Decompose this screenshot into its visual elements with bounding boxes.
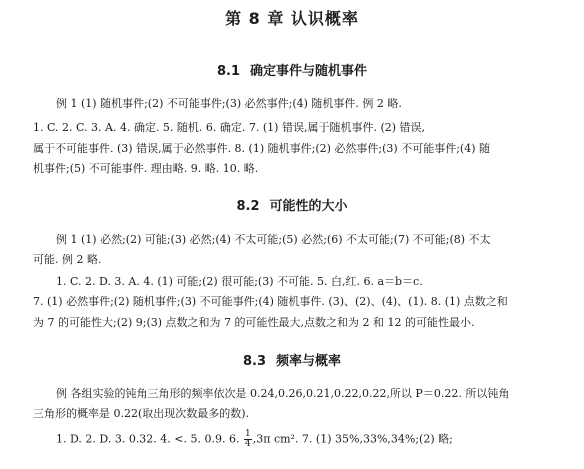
text-line-with-fraction: [56, 430, 453, 449]
text-line: 1. C. 2. D. 3. A. 4. (1) 可能;(2) 很可能;(3) 不可能. 5. 白,红. 6. a＝b＝c.: [56, 275, 423, 288]
fraction: [244, 430, 252, 449]
fraction-denominator: 4: [244, 439, 251, 449]
text-line: 为 7 的可能性大;(2) 9;(3) 点数之和为 7 的可能性最大,点数之和为 2 和 12 的可能性最小.: [33, 316, 475, 329]
section-number: 8.2: [236, 199, 260, 214]
text-line: 机事件;(5) 不可能事件. 理由略. 9. 略. 10. 略.: [33, 162, 259, 175]
text-line: 例 各组实验的钝角三角形的频率依次是 0.24,0.26,0.21,0.22,0.22,所以 P＝0.22. 所以钝角: [56, 387, 510, 400]
text-line: 属于不可能事件. (3) 错误,属于必然事件. 8. (1) 随机事件;(2) 必然事件;(3) 不可能事件;(4) 随: [33, 142, 490, 155]
text-line: 7. (1) 必然事件;(2) 随机事件;(3) 不可能事件;(4) 随机事件. (3)、(2)、(4)、(1). 8. (1) 点数之和: [33, 295, 508, 308]
section-number: 8.1: [216, 64, 240, 79]
section-heading-8-1: [0, 60, 584, 79]
section-title: 确定事件与随机事件: [250, 64, 368, 79]
section-title: 可能性的大小: [269, 199, 348, 214]
text-line: 1. C. 2. C. 3. A. 4. 确定. 5. 随机. 6. 确定. 7. (1) 错误,属于随机事件. (2) 错误,: [33, 121, 426, 134]
section-number: 8.3: [242, 354, 266, 369]
section-title: 频率与概率: [276, 354, 342, 369]
section-heading-8-3: [0, 350, 584, 369]
text-line: 例 1 (1) 必然;(2) 可能;(3) 必然;(4) 不太可能;(5) 必然;(6) 不太可能;(7) 不可能;(8) 不太: [56, 233, 491, 246]
chapter-title: 第 8 章 认识概率: [225, 9, 359, 28]
text-line: 三角形的概率是 0.22(取出现次数最多的数).: [33, 407, 250, 420]
section-heading-8-2: [0, 195, 584, 214]
text-line: 可能. 例 2 略.: [33, 253, 102, 266]
text-line: 例 1 (1) 随机事件;(2) 不可能事件;(3) 必然事件;(4) 随机事件. 例 2 略.: [56, 97, 402, 110]
text-segment: ,3π cm². 7. (1) 35%,33%,34%;(2) 略;: [252, 432, 453, 446]
fraction-numerator: 1: [244, 429, 251, 439]
text-segment: 1. D. 2. D. 3. 0.32. 4. <. 5. 0.9. 6.: [56, 432, 243, 446]
